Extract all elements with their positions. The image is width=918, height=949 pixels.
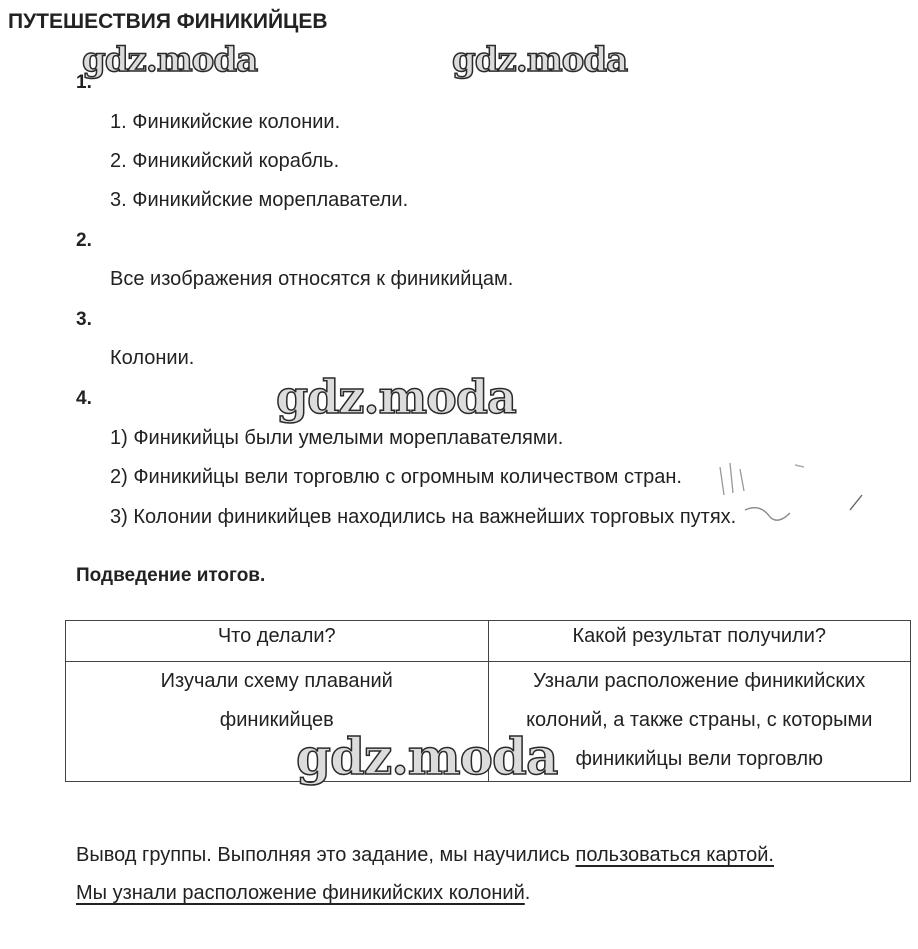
task-4-number: 4. [76, 388, 92, 409]
task-2-line-1: Все изображения относятся к финикийцам. [110, 268, 514, 290]
conclusion-underlined-text: пользоваться картой. [575, 844, 774, 866]
conclusion-line-2 [76, 882, 530, 905]
task-1-line-1: 1. Финикийские колонии. [110, 111, 341, 133]
table-header-cell: Что делали? [66, 621, 489, 662]
conclusion-underlined-text: Мы узнали расположение финикийских колоний [76, 882, 525, 904]
watermark: gdz.moda [296, 727, 558, 786]
watermark: gdz.moda [82, 40, 258, 80]
summary-heading: Подведение итогов. [76, 565, 266, 586]
task-1-line-3: 3. Финикийские мореплаватели. [110, 189, 409, 211]
task-3-line-1: Колонии. [110, 347, 195, 369]
task-3-number: 3. [76, 309, 92, 330]
conclusion-text: . [524, 882, 531, 904]
page-title: ПУТЕШЕСТВИЯ ФИНИКИЙЦЕВ [8, 10, 328, 33]
task-1-number: 1. [76, 72, 92, 93]
task-2-number: 2. [76, 230, 92, 251]
watermark: gdz.moda [276, 370, 516, 424]
task-4-line-1: 1) Финикийцы были умелыми мореплавателями. [110, 427, 564, 449]
conclusion-line-1 [76, 844, 774, 867]
table-header-row [66, 621, 911, 662]
pencil-scribble [700, 455, 880, 535]
table-cell: Узнали расположение финикийских колоний, а также страны, с которыми финикийцы вели торговлю [488, 662, 911, 782]
task-4-line-2: 2) Финикийцы вели торговлю с огромным количеством стран. [110, 466, 682, 488]
table-cell: Изучали схему плаваний финикийцев [66, 662, 489, 782]
watermark: gdz.moda [452, 40, 628, 80]
table-header-cell: Какой результат получили? [488, 621, 911, 662]
task-1-line-2: 2. Финикийский корабль. [110, 150, 340, 172]
task-4-line-3: 3) Колонии финикийцев находились на важнейших торговых путях. [110, 506, 737, 528]
conclusion-text: Вывод группы. Выполняя это задание, мы научились [76, 844, 576, 866]
